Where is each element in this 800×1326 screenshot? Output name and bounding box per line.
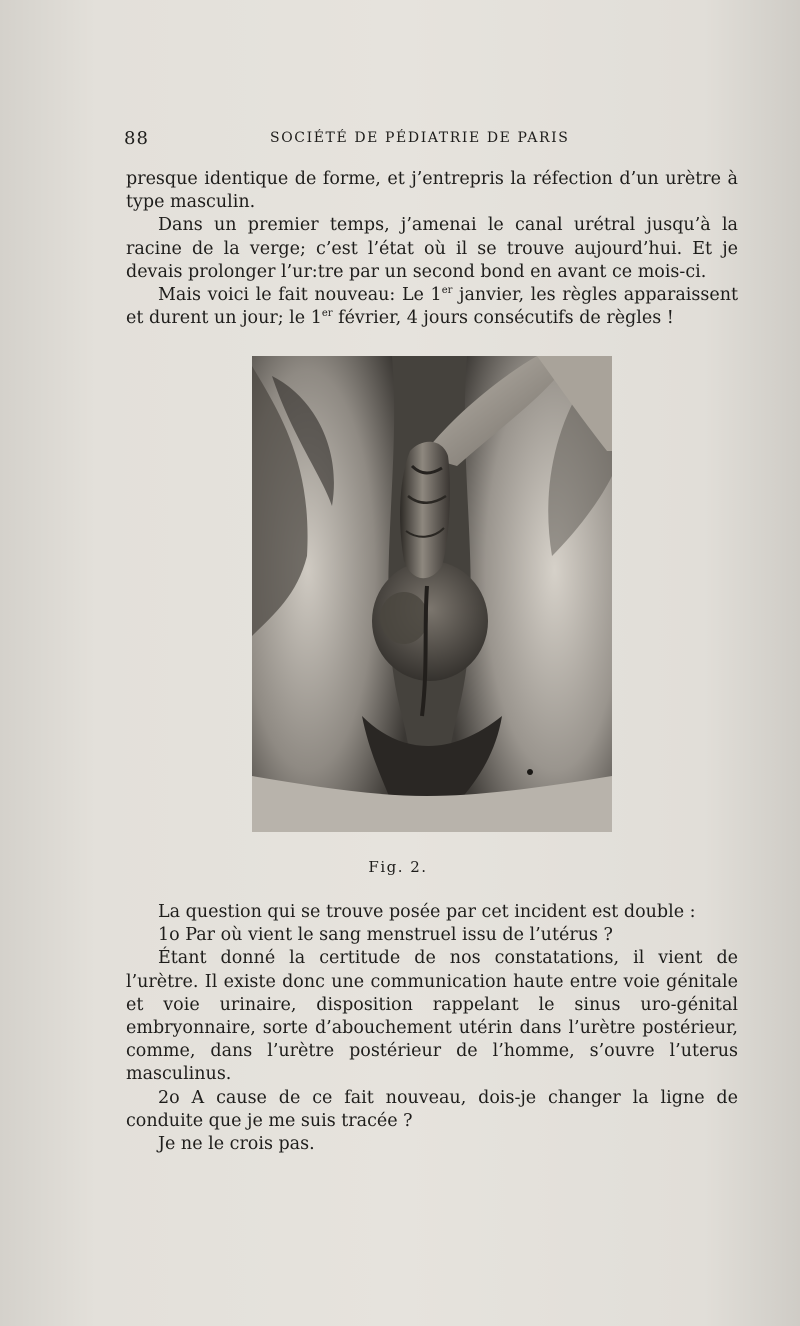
paragraph-6: Étant donné la certitude de nos constatations, il vient de l’urètre. Il existe donc une communication haute entre voie génitale et voie urinaire, disposition rappelant le sinus uro-génital embryonnaire, sorte d’abouchement utérin dans l’urètre postérieur, comme, dans l’urètre postérieur de l’homme, s’ouvre l’uterus masculinus. — [126, 948, 738, 1085]
paragraph-8: Je ne le crois pas. — [158, 1134, 315, 1155]
text-block-bottom — [126, 901, 738, 1156]
paragraph-5: 1o Par où vient le sang menstruel issu de l’utérus ? — [158, 925, 613, 946]
text-block-top — [126, 168, 738, 330]
paragraph-3-part-b: janvier, les règles apparaissent et durent un jour; le 1 — [126, 285, 739, 329]
page-header — [124, 128, 736, 152]
superscript-2: er — [321, 308, 333, 320]
figure-caption: Fig. 2. — [368, 858, 428, 876]
superscript-1: er — [441, 285, 453, 297]
paragraph-7: 2o A cause de ce fait nouveau, dois-je changer la ligne de conduite que je me suis tracée ? — [126, 1087, 738, 1131]
photo-illustration — [252, 356, 612, 832]
paragraph-3-part-a: Mais voici le fait nouveau: Le 1 — [158, 285, 442, 306]
paragraph-3-part-c: février, 4 jours consécutifs de règles ! — [332, 308, 674, 329]
paragraph-3 — [126, 284, 738, 330]
paragraph-2: Dans un premier temps, j’amenai le canal urétral jusqu’à la racine de la verge; c’est l’état où il se trouve aujourd’hui. Et je devais prolonger l’ur:tre par un second bond en avant ce mois-ci. — [126, 215, 738, 282]
running-title: SOCIÉTÉ DE PÉDIATRIE DE PARIS — [270, 130, 570, 146]
paragraph-1: presque identique de forme, et j’entrepris la réfection d’un urètre à type masculin. — [126, 169, 738, 213]
clinical-photograph — [252, 356, 612, 832]
page-number: 88 — [124, 128, 149, 149]
paragraph-4: La question qui se trouve posée par cet incident est double : — [158, 902, 696, 922]
